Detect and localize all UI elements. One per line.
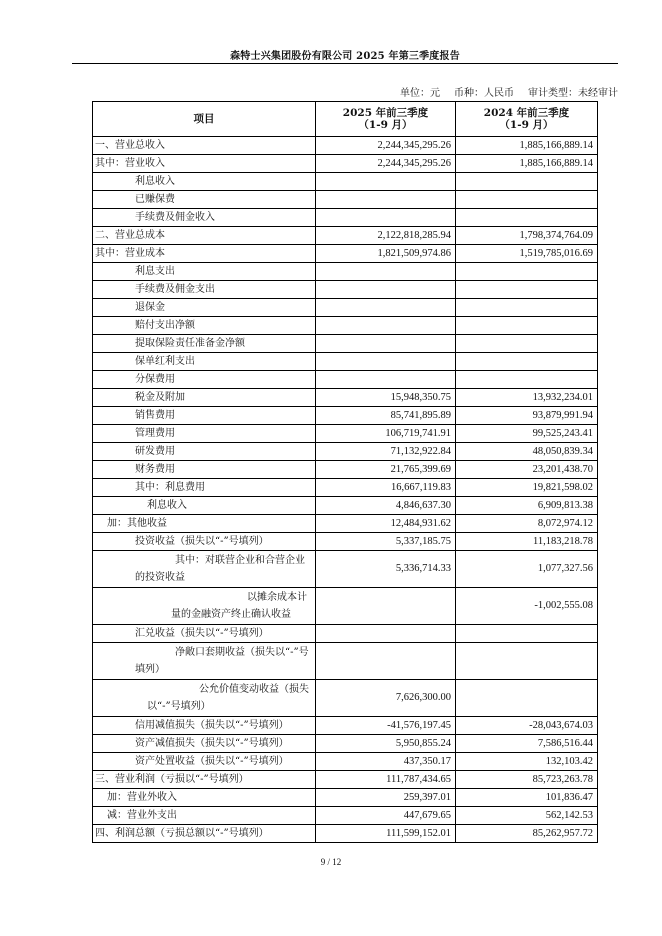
value-2024: 11,183,218.78 [456,533,598,551]
currency-label: 币种：人民币 [454,88,514,99]
row-label: 利息收入 [93,173,316,191]
table-row [93,335,598,353]
value-2024 [456,191,598,209]
value-2024: 93,879,991.94 [456,407,598,425]
row-label: 投资收益（损失以“-”号填列） [93,533,316,551]
value-2024: 101,836.47 [456,789,598,807]
table-row [93,515,598,533]
value-2025 [316,317,456,335]
row-label: 汇兑收益（损失以“-”号填列） [93,625,316,643]
value-2025 [316,191,456,209]
value-2024: 1,798,374,764.09 [456,227,598,245]
table-row [93,479,598,497]
table-row [93,643,598,680]
row-label: 加：营业外收入 [93,789,316,807]
value-2025 [316,281,456,299]
value-2025 [316,643,456,680]
value-2024: 1,885,166,889.14 [456,137,598,155]
value-2024: 13,932,234.01 [456,389,598,407]
row-label: 以摊余成本计量的金融资产终止确认收益 [93,588,316,625]
row-label: 利息支出 [93,263,316,281]
value-2024: 85,262,957.72 [456,825,598,843]
value-2025: 21,765,399.69 [316,461,456,479]
table-row [93,191,598,209]
table-row [93,735,598,753]
row-label: 一、营业总收入 [93,137,316,155]
value-2024: 8,072,974.12 [456,515,598,533]
table-row [93,497,598,515]
row-label: 研发费用 [93,443,316,461]
value-2025 [316,263,456,281]
value-2025: 2,244,345,295.26 [316,155,456,173]
value-2024: 99,525,243.41 [456,425,598,443]
audit-type-label: 审计类型：未经审计 [528,88,618,99]
value-2025 [316,371,456,389]
table-row [93,371,598,389]
table-row [93,551,598,588]
value-2024: -1,002,555.08 [456,588,598,625]
table-row [93,155,598,173]
value-2025: 111,787,434.65 [316,771,456,789]
row-label: 手续费及佣金收入 [93,209,316,227]
table-row [93,533,598,551]
value-2025 [316,335,456,353]
value-2025: 71,132,922.84 [316,443,456,461]
value-2025: 2,122,818,285.94 [316,227,456,245]
value-2024: 1,077,327.56 [456,551,598,588]
value-2024 [456,643,598,680]
value-2025: 12,484,931.62 [316,515,456,533]
table-row [93,227,598,245]
value-2025 [316,353,456,371]
value-2024: 23,201,438.70 [456,461,598,479]
unit-line [300,84,618,99]
value-2024: 7,586,516.44 [456,735,598,753]
value-2024: -28,043,674.03 [456,717,598,735]
row-label: 信用减值损失（损失以“-”号填列） [93,717,316,735]
table-row [93,173,598,191]
value-2025: 106,719,741.91 [316,425,456,443]
table-row [93,407,598,425]
row-label: 保单红利支出 [93,353,316,371]
value-2024: 562,142.53 [456,807,598,825]
value-2025: 5,336,714.33 [316,551,456,588]
table-row [93,825,598,843]
value-2024 [456,173,598,191]
value-2025: -41,576,197.45 [316,717,456,735]
row-label: 其中：利息费用 [93,479,316,497]
value-2024 [456,353,598,371]
value-2024 [456,263,598,281]
value-2025: 5,337,185.75 [316,533,456,551]
table-row [93,317,598,335]
row-label: 分保费用 [93,371,316,389]
table-row [93,789,598,807]
page-number: 9 / 12 [320,857,342,867]
value-2025: 437,350.17 [316,753,456,771]
table-row [93,588,598,625]
table-row [93,389,598,407]
table-row [93,753,598,771]
row-label: 赔付支出净额 [93,317,316,335]
value-2025: 2,244,345,295.26 [316,137,456,155]
row-label: 利息收入 [93,497,316,515]
table-row [93,717,598,735]
table-header-row [93,102,598,137]
row-label: 税金及附加 [93,389,316,407]
row-label: 管理费用 [93,425,316,443]
value-2025: 259,397.01 [316,789,456,807]
value-2024: 48,050,839.34 [456,443,598,461]
row-label: 二、营业总成本 [93,227,316,245]
value-2024 [456,625,598,643]
value-2025: 16,667,119.83 [316,479,456,497]
row-label: 已赚保费 [93,191,316,209]
value-2024: 6,909,813.38 [456,497,598,515]
row-label: 手续费及佣金支出 [93,281,316,299]
row-label: 提取保险责任准备金净额 [93,335,316,353]
value-2024 [456,299,598,317]
row-label: 其中：营业收入 [93,155,316,173]
row-label: 其中：营业成本 [93,245,316,263]
col-header-item: 项目 [93,102,316,137]
row-label: 公允价值变动收益（损失以“-”号填列） [93,680,316,717]
value-2025 [316,209,456,227]
value-2024 [456,317,598,335]
row-label: 资产处置收益（损失以“-”号填列） [93,753,316,771]
table-row [93,137,598,155]
value-2024: 19,821,598.02 [456,479,598,497]
unit-label: 单位：元 [400,88,440,99]
table-row [93,625,598,643]
row-label: 销售费用 [93,407,316,425]
col-header-2024: 2024 年前三季度 （1-9 月） [456,102,598,137]
value-2025: 1,821,509,974.86 [316,245,456,263]
table-row [93,461,598,479]
row-label: 净敞口套期收益（损失以“-”号填列） [93,643,316,680]
value-2025: 85,741,895.89 [316,407,456,425]
header-divider [72,63,618,64]
table-row [93,209,598,227]
value-2024: 1,519,785,016.69 [456,245,598,263]
value-2024 [456,281,598,299]
table-row [93,245,598,263]
value-2024 [456,335,598,353]
report-header: 森特士兴集团股份有限公司 2025 年第三季度报告 [230,51,460,62]
value-2024: 85,723,263.78 [456,771,598,789]
value-2024 [456,680,598,717]
row-label: 其中：对联营企业和合营企业的投资收益 [93,551,316,588]
value-2025: 5,950,855.24 [316,735,456,753]
row-label: 四、利润总额（亏损总额以“-”号填列） [93,825,316,843]
value-2025: 447,679.65 [316,807,456,825]
value-2024 [456,371,598,389]
table-row [93,425,598,443]
row-label: 减：营业外支出 [93,807,316,825]
value-2024 [456,209,598,227]
row-label: 退保金 [93,299,316,317]
value-2025 [316,173,456,191]
value-2025 [316,299,456,317]
row-label: 资产减值损失（损失以“-”号填列） [93,735,316,753]
table-row [93,263,598,281]
value-2024: 1,885,166,889.14 [456,155,598,173]
table-row [93,443,598,461]
table-row [93,281,598,299]
row-label: 财务费用 [93,461,316,479]
value-2025: 15,948,350.75 [316,389,456,407]
row-label: 加：其他收益 [93,515,316,533]
income-statement-table [92,101,598,843]
table-row [93,771,598,789]
value-2024: 132,103.42 [456,753,598,771]
table-row [93,299,598,317]
value-2025 [316,588,456,625]
table-row [93,680,598,717]
value-2025 [316,625,456,643]
col-header-2025: 2025 年前三季度 （1-9 月） [316,102,456,137]
value-2025: 4,846,637.30 [316,497,456,515]
table-row [93,807,598,825]
table-row [93,353,598,371]
value-2025: 111,599,152.01 [316,825,456,843]
row-label: 三、营业利润（亏损以“-”号填列） [93,771,316,789]
value-2025: 7,626,300.00 [316,680,456,717]
